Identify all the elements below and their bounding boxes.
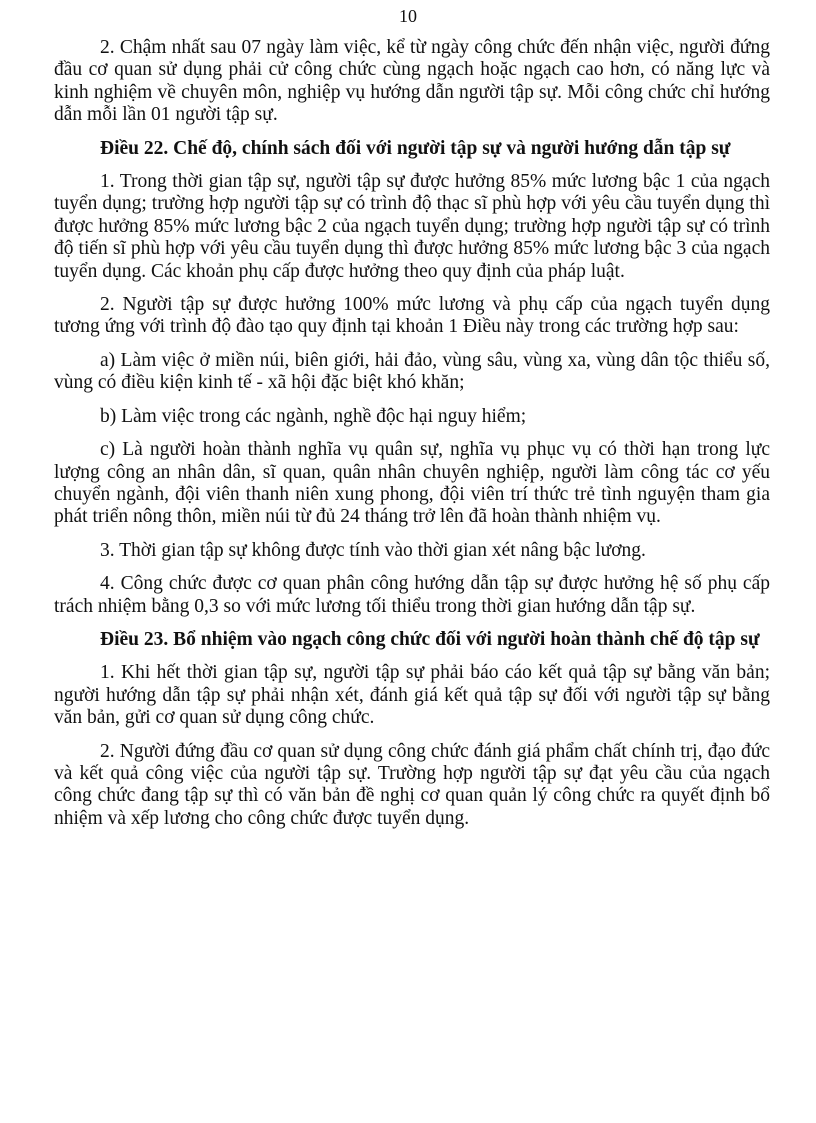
paragraph-art23-clause1: 1. Khi hết thời gian tập sự, người tập sự phải báo cáo kết quả tập sự bằng văn bản; người hướng dẫn tập sự phải nhận xét, đánh giá kết quả tập sự đối với người tập sự bằng văn bản, gửi cơ quan sử dụng công chức. bbox=[54, 662, 770, 729]
paragraph-art22-clause2: 2. Người tập sự được hưởng 100% mức lương và phụ cấp của ngạch tuyển dụng tương ứng với trình độ đào tạo quy định tại khoản 1 Điều này trong các trường hợp sau: bbox=[54, 294, 770, 338]
paragraph-art22-clause1: 1. Trong thời gian tập sự, người tập sự được hưởng 85% mức lương bậc 1 của ngạch tuyển dụng; trường hợp người tập sự có trình độ thạc sĩ phù hợp với yêu cầu tuyển dụng thì được hưởng 85% mức lương bậc 2 của ngạch tuyển dụng; trường hợp người tập sự có trình độ tiến sĩ phù hợp với yêu cầu tuyển dụng thì được hưởng 85% mức lương bậc 3 của ngạch tuyển dụng. Các khoản phụ cấp được hưởng theo quy định của pháp luật. bbox=[54, 171, 770, 282]
document-body bbox=[54, 37, 770, 830]
paragraph-art22-clause2-b: b) Làm việc trong các ngành, nghề độc hại nguy hiểm; bbox=[100, 405, 527, 427]
paragraph-art21-clause2: 2. Chậm nhất sau 07 ngày làm việc, kể từ ngày công chức đến nhận việc, người đứng đầu cơ quan sử dụng phải cử công chức cùng ngạch hoặc ngạch cao hơn, có năng lực và kinh nghiệm về chuyên môn, nghiệp vụ hướng dẫn người tập sự. Mỗi công chức chỉ hướng dẫn mỗi lần 01 người tập sự. bbox=[54, 37, 770, 126]
paragraph-art22-clause3: 3. Thời gian tập sự không được tính vào thời gian xét nâng bậc lương. bbox=[100, 539, 646, 561]
paragraph-art22-clause2-c: c) Là người hoàn thành nghĩa vụ quân sự, nghĩa vụ phục vụ có thời hạn trong lực lượng công an nhân dân, sĩ quan, quân nhân chuyên nghiệp, người làm công tác cơ yếu chuyển ngành, đội viên thanh niên xung phong, đội viên trí thức trẻ tình nguyện tham gia phát triển nông thôn, miền núi từ đủ 24 tháng trở lên đã hoàn thành nhiệm vụ. bbox=[54, 439, 770, 528]
heading-article-23: Điều 23. Bổ nhiệm vào ngạch công chức đối với người hoàn thành chế độ tập sự bbox=[100, 628, 760, 650]
page-number: 10 bbox=[399, 6, 417, 26]
heading-article-22: Điều 22. Chế độ, chính sách đối với người tập sự và người hướng dẫn tập sự bbox=[100, 137, 731, 159]
paragraph-art22-clause4: 4. Công chức được cơ quan phân công hướng dẫn tập sự được hưởng hệ số phụ cấp trách nhiệm bằng 0,3 so với mức lương tối thiểu trong thời gian hướng dẫn tập sự. bbox=[54, 573, 770, 617]
paragraph-art23-clause2: 2. Người đứng đầu cơ quan sử dụng công chức đánh giá phẩm chất chính trị, đạo đức và kết quả công việc của người tập sự. Trường hợp người tập sự đạt yêu cầu của ngạch công chức đang tập sự thì có văn bản đề nghị cơ quan quản lý công chức ra quyết định bổ nhiệm và xếp lương cho công chức được tuyển dụng. bbox=[54, 740, 770, 829]
paragraph-art22-clause2-a: a) Làm việc ở miền núi, biên giới, hải đảo, vùng sâu, vùng xa, vùng dân tộc thiểu số, vùng có điều kiện kinh tế - xã hội đặc biệt khó khăn; bbox=[54, 349, 770, 394]
